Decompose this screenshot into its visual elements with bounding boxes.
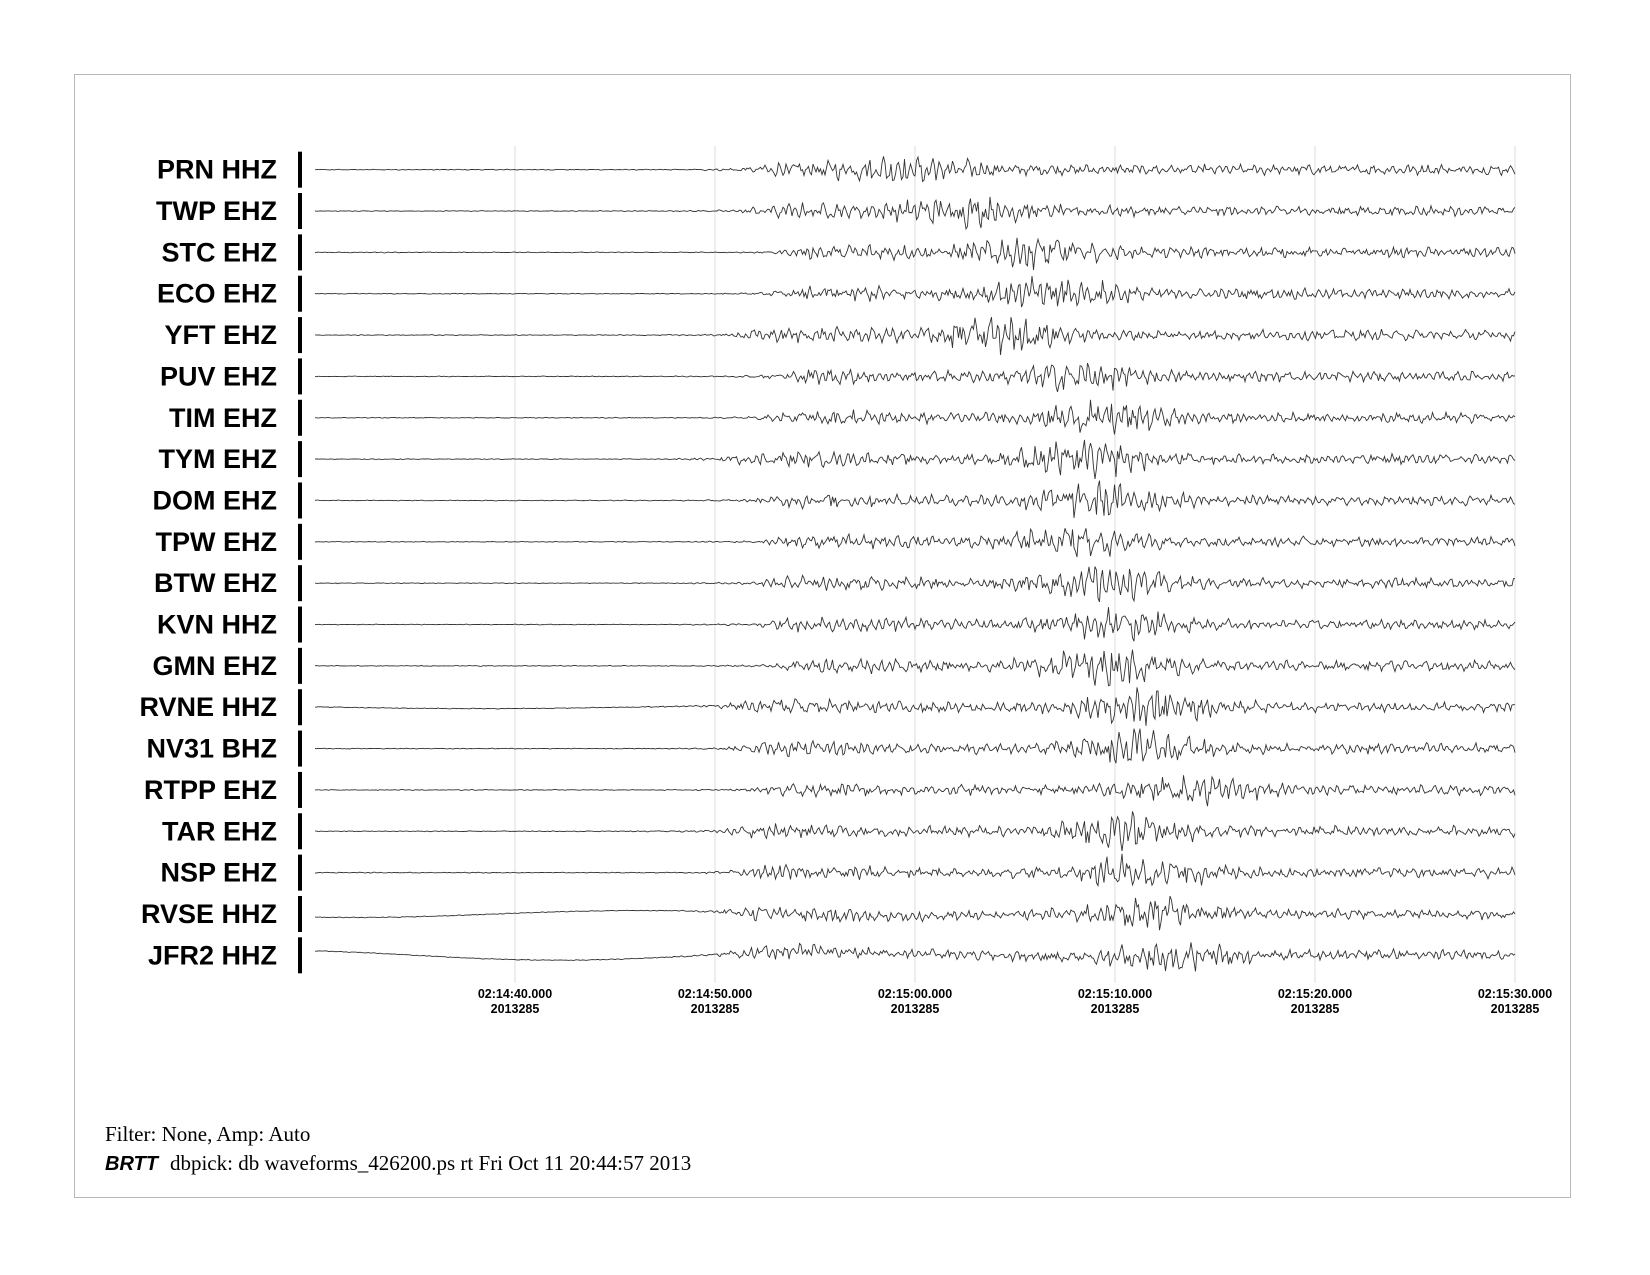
channel-label: PRN HHZ bbox=[157, 154, 277, 185]
footer-command: dbpick: db waveforms_426200.ps rt Fri Oct 11 20:44:57 2013 bbox=[169, 1151, 692, 1175]
channel-label: TWP EHZ bbox=[156, 196, 277, 227]
channel-label: RVSE HHZ bbox=[140, 898, 277, 929]
x-tick-time: 02:14:40.000 bbox=[477, 987, 553, 1001]
channel-label: RVNE HHZ bbox=[139, 692, 277, 723]
channel-label: NV31 BHZ bbox=[146, 733, 277, 764]
x-tick-date: 2013285 bbox=[890, 1002, 940, 1016]
channel-label: ECO EHZ bbox=[156, 278, 277, 309]
channel-label: STC EHZ bbox=[161, 237, 277, 268]
channel-label: BTW EHZ bbox=[154, 568, 277, 599]
channel-label: NSP EHZ bbox=[160, 857, 277, 888]
x-axis-ticks bbox=[478, 987, 1552, 1016]
x-tick-date: 2013285 bbox=[1490, 1002, 1540, 1016]
brand-logo: BRTT bbox=[105, 1153, 158, 1175]
channel-label: JFR2 HHZ bbox=[147, 940, 277, 971]
channel-label: PUV EHZ bbox=[159, 361, 277, 392]
channel-labels bbox=[139, 152, 300, 974]
channel-label: TAR EHZ bbox=[162, 816, 277, 847]
channel-label: TPW EHZ bbox=[155, 526, 277, 557]
x-tick-time: 02:15:10.000 bbox=[1077, 987, 1153, 1001]
x-tick-time: 02:14:50.000 bbox=[677, 987, 753, 1001]
channel-label: GMN EHZ bbox=[152, 650, 277, 681]
x-tick-date: 2013285 bbox=[490, 1002, 540, 1016]
channel-label: RTPP EHZ bbox=[143, 774, 277, 805]
filter-info: Filter: None, Amp: Auto bbox=[105, 1122, 311, 1146]
grid bbox=[515, 146, 1515, 983]
channel-label: TIM EHZ bbox=[169, 402, 277, 433]
footer-line bbox=[105, 1151, 691, 1176]
channel-label: YFT EHZ bbox=[164, 320, 277, 351]
x-tick-date: 2013285 bbox=[690, 1002, 740, 1016]
x-tick-date: 2013285 bbox=[1090, 1002, 1140, 1016]
x-tick-time: 02:15:20.000 bbox=[1277, 987, 1353, 1001]
x-tick-date: 2013285 bbox=[1290, 1002, 1340, 1016]
x-tick-time: 02:15:00.000 bbox=[877, 987, 953, 1001]
channel-label: DOM EHZ bbox=[152, 485, 277, 516]
x-tick-time: 02:15:30.000 bbox=[1477, 987, 1553, 1001]
channel-label: TYM EHZ bbox=[158, 444, 277, 475]
channel-label: KVN HHZ bbox=[157, 609, 277, 640]
